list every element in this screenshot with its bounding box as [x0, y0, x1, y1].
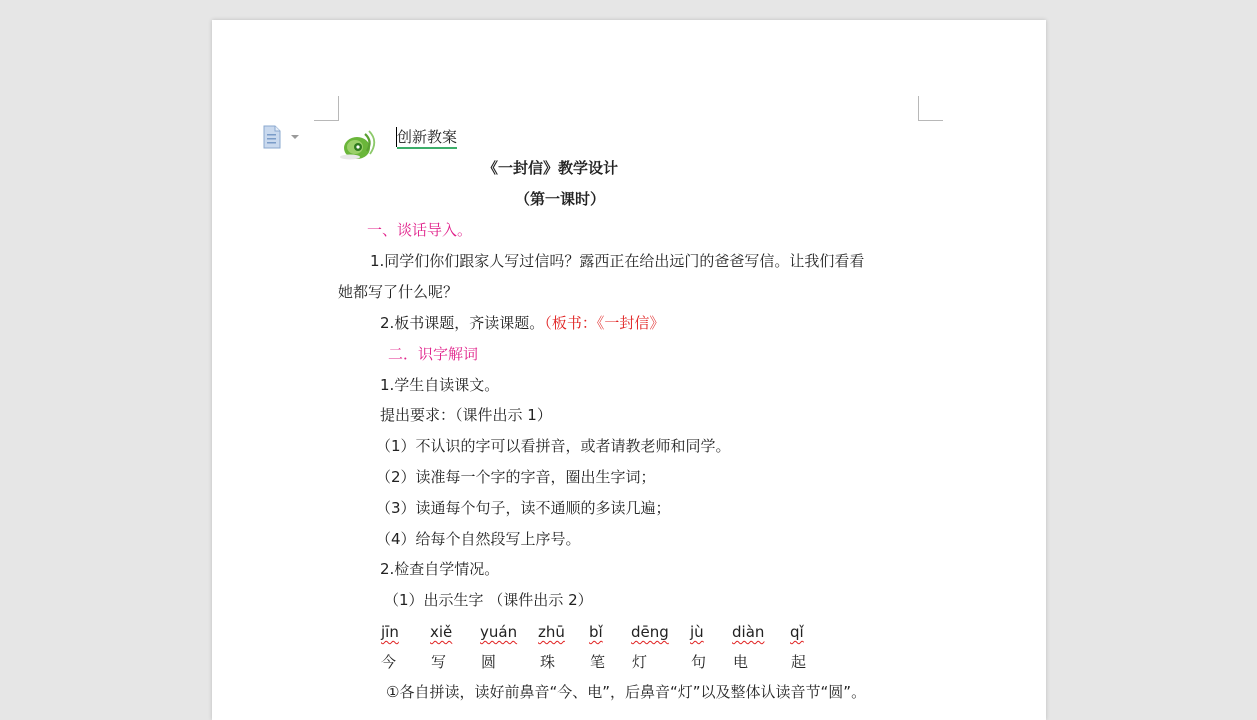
vocab-character: 今: [381, 653, 397, 671]
pinyin-label: qǐ: [790, 623, 804, 641]
document-page: [212, 20, 1046, 720]
list-item: 2.检查自学情况。: [380, 560, 500, 578]
vocab-character: 写: [431, 653, 447, 671]
pinyin-label: jù: [690, 623, 704, 641]
header-title[interactable]: 创新教案: [397, 127, 457, 149]
page-margin-marker-left: [314, 96, 339, 121]
pinyin-label: zhū: [538, 623, 565, 641]
section-heading-intro: 一、谈话导入。: [367, 221, 473, 239]
pinyin-label: yuán: [480, 623, 518, 641]
paragraph-line: 她都写了什么呢？: [338, 283, 459, 301]
list-item: （1）不认识的字可以看拼音，或者请教老师和同学。: [376, 437, 731, 455]
section-heading-literacy: 二．识字解词: [388, 345, 479, 363]
list-item: （2）读准每一个字的字音，圈出生字词；: [376, 468, 656, 486]
page-margin-marker-right: [918, 96, 943, 121]
document-menu-icon[interactable]: [262, 124, 302, 150]
vocab-character: 圆: [481, 653, 497, 671]
list-item: 1.学生自读课文。: [380, 376, 500, 394]
pinyin-label: diàn: [732, 623, 765, 641]
paragraph-text: 2.板书课题，齐读课题。: [380, 314, 545, 332]
header-logo-icon: [340, 126, 380, 162]
paragraph-line: [380, 313, 664, 333]
list-item: （3）读通每个句子，读不通顺的多读几遍；: [376, 499, 671, 517]
pinyin-label: bǐ: [589, 623, 603, 641]
vocab-character: 电: [733, 653, 749, 671]
document-title: 《一封信》教学设计: [483, 159, 619, 177]
vocab-character: 珠: [540, 653, 556, 671]
blackboard-note: （板书：《一封信》: [544, 314, 665, 332]
document-subtitle: （第一课时）: [515, 190, 606, 208]
paragraph-line: ①各自拼读，读好前鼻音“今、电”，后鼻音“灯”以及整体认读音节“圆”。: [386, 683, 867, 701]
pinyin-label: dēng: [631, 623, 669, 641]
vocab-character: 笔: [590, 653, 606, 671]
pinyin-label: jīn: [381, 623, 399, 641]
list-item: （1）出示生字 （课件出示 2）: [384, 591, 593, 609]
pinyin-label: xiě: [430, 623, 453, 641]
vocab-character: 句: [691, 653, 707, 671]
paragraph-line: 1.同学们你们跟家人写过信吗？露西正在给出远门的爸爸写信。让我们看看: [370, 252, 865, 270]
vocab-character: 灯: [632, 653, 648, 671]
list-item: （4）给每个自然段写上序号。: [376, 530, 581, 548]
vocab-character: 起: [791, 653, 807, 671]
list-item: 提出要求：（课件出示 1）: [380, 406, 552, 424]
